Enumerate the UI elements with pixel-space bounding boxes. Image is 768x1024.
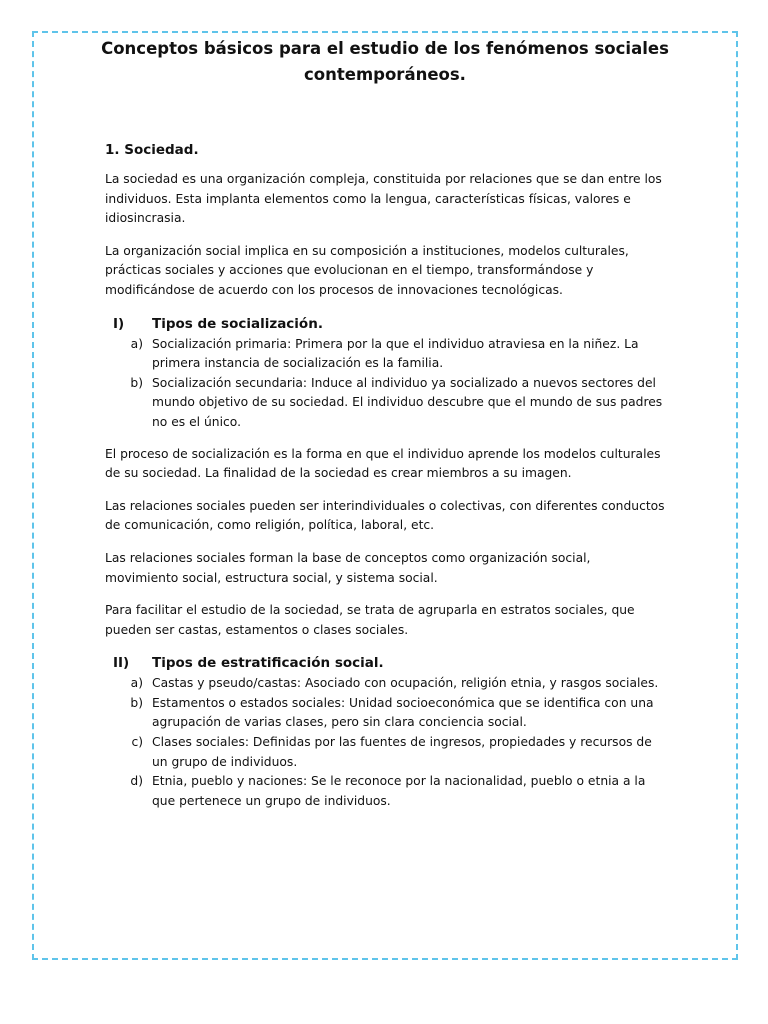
list-item (105, 733, 665, 772)
list-marker: a) (130, 676, 143, 691)
list-item-text: Clases sociales: Definidas por las fuentes de ingresos, propiedades y recursos de un grupo de individuos. (152, 735, 652, 769)
socialization-types-list (105, 335, 665, 433)
list-item (105, 694, 665, 733)
list-item-text: Estamentos o estados sociales: Unidad socioeconómica que se identifica con una agrupación de varias clases, pero sin clara conciencia social. (152, 695, 654, 730)
list-item-text: Socialización primaria: Primera por la que el individuo atraviesa en la niñez. La primera instancia de socialización es la familia. (152, 336, 639, 371)
list-marker: b) (130, 695, 143, 710)
paragraph: Las relaciones sociales pueden ser interindividuales o colectivas, con diferentes conductos de comunicación, como religión, política, laboral, etc. (105, 498, 665, 533)
list-item (105, 335, 665, 374)
subsection-title: Tipos de socialización. (152, 315, 323, 332)
list-marker: d) (130, 774, 143, 789)
paragraph: Las relaciones sociales forman la base de conceptos como organización social, movimiento social, estructura social, y sistema social. (105, 550, 591, 585)
list-marker: a) (130, 336, 143, 351)
list-marker: b) (130, 375, 143, 390)
list-marker: c) (131, 735, 143, 750)
list-item-text: Socialización secundaria: Induce al individuo ya socializado a nuevos sectores del mundo objetivo de su sociedad. El individuo descubre que el mundo de sus padres no es el único. (152, 375, 663, 429)
document-body (105, 140, 665, 823)
document-title: Conceptos básicos para el estudio de los fenómenos sociales contemporáneos. (101, 39, 669, 84)
subsection-numeral: I) (113, 315, 125, 332)
stratification-types-list (105, 674, 665, 811)
section-heading-sociedad: 1. Sociedad. (105, 142, 199, 158)
list-item (105, 374, 665, 433)
list-item (105, 772, 665, 811)
list-item-text: Castas y pseudo/castas: Asociado con ocupación, religión etnia, y rasgos sociales. (152, 676, 659, 691)
list-item (105, 674, 665, 694)
paragraph: La sociedad es una organización compleja, constituida por relaciones que se dan entre los individuos. Esta implanta elementos como la lengua, características físicas, valores e idiosincrasia. (105, 172, 662, 226)
subsection-heading-socializacion (105, 314, 665, 334)
list-item-text: Etnia, pueblo y naciones: Se le reconoce por la nacionalidad, pueblo o etnia a la que pertenece un grupo de individuos. (152, 774, 646, 808)
subsection-title: Tipos de estratificación social. (152, 655, 384, 672)
subsection-numeral: II) (113, 655, 130, 672)
paragraph: La organización social implica en su composición a instituciones, modelos culturales, prácticas sociales y acciones que evolucionan en el tiempo, transformándose y modificándose de acuerdo con los procesos de innovaciones tecnológicas. (105, 243, 629, 297)
paragraph: Para facilitar el estudio de la sociedad, se trata de agruparla en estratos sociales, que pueden ser castas, estamentos o clases sociales. (105, 603, 635, 637)
paragraph: El proceso de socialización es la forma en que el individuo aprende los modelos culturales de su sociedad. La finalidad de la sociedad es crear miembros a su imagen. (105, 446, 661, 481)
subsection-heading-estratificacion (105, 653, 665, 673)
